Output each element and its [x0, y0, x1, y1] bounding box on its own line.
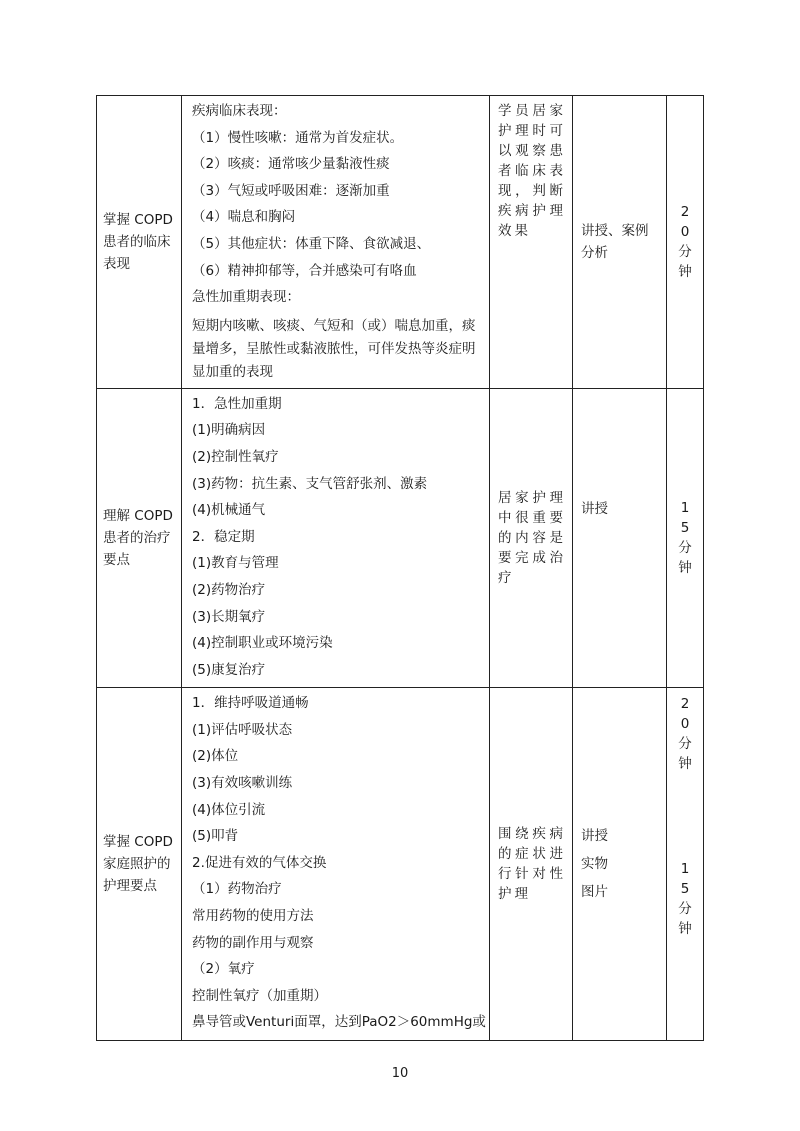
content-line: 鼻导管或Venturi面罩，达到PaO2＞60mmHg或 — [192, 1014, 486, 1031]
goal-cell — [97, 388, 182, 688]
content-line: (2)体位 — [192, 748, 239, 765]
content-line: （2）咳痰：通常咳少量黏液性痰 — [192, 156, 390, 173]
content-line: （6）精神抑郁等，合并感染可有咯血 — [192, 262, 417, 279]
content-line: 2.促进有效的气体交换 — [192, 854, 327, 871]
content-line: (1)明确病因 — [192, 422, 266, 439]
method-text: 讲授、案例分析 — [581, 222, 649, 261]
goal-cell — [97, 688, 182, 1041]
note-text: 学员居家护理时可以观察患者临床表现，判断疾病护理效果 — [498, 103, 566, 239]
content-cell — [182, 388, 490, 688]
table-row — [97, 388, 704, 688]
method-cell — [573, 688, 667, 1041]
time-text: 15分钟 — [678, 861, 692, 938]
goal-text: 掌握 COPD 家庭照护的护理要点 — [103, 834, 173, 895]
content-line: 急性加重期表现： — [192, 289, 300, 306]
goal-cell — [97, 96, 182, 389]
time-text: 20分钟 — [678, 696, 692, 773]
time-text: 15分钟 — [678, 500, 692, 577]
table-row — [97, 96, 704, 389]
note-cell — [490, 96, 573, 389]
content-line: (2)药物治疗 — [192, 581, 266, 598]
content-line: (1)评估呼吸状态 — [192, 721, 293, 738]
content-line: 1．急性加重期 — [192, 395, 282, 412]
method-item: 图片 — [581, 884, 608, 901]
content-line: (3)药物：抗生素、支气管舒张剂、激素 — [192, 475, 428, 492]
content-line: (3)有效咳嗽训练 — [192, 775, 293, 792]
content-line: (1)教育与管理 — [192, 555, 279, 572]
note-text: 居家护理中很重要的内容是要完成治疗 — [498, 490, 566, 587]
content-line: (4)控制职业或环境污染 — [192, 635, 333, 652]
content-line: （1）慢性咳嗽：通常为首发症状。 — [192, 129, 404, 146]
method-list — [573, 822, 666, 906]
content-line: （4）喘息和胸闷 — [192, 209, 296, 226]
content-paragraph: 短期内咳嗽、咳痰、气短和（或）喘息加重，痰量增多，呈脓性或黏液脓性，可伴发热等炎症明显加重的表现 — [192, 317, 476, 380]
table-row — [97, 688, 704, 1041]
content-line: 常用药物的使用方法 — [192, 908, 314, 925]
method-cell — [573, 96, 667, 389]
time-cell — [667, 96, 704, 389]
time-cell — [667, 688, 704, 1041]
page-number: 10 — [391, 1066, 409, 1081]
goal-text: 理解 COPD 患者的治疗要点 — [103, 508, 173, 569]
content-line: (4)体位引流 — [192, 801, 266, 818]
content-line: （2）氧疗 — [192, 961, 255, 978]
time-text: 20分钟 — [678, 203, 692, 280]
content-list — [182, 688, 489, 1040]
content-line: 药物的副作用与观察 — [192, 934, 314, 951]
lesson-plan-table — [96, 95, 704, 1041]
content-line: (5)康复治疗 — [192, 661, 266, 678]
content-line: （5）其他症状：体重下降、食欲减退、 — [192, 235, 431, 252]
content-line: 控制性氧疗（加重期） — [192, 987, 327, 1004]
note-cell — [490, 388, 573, 688]
goal-text: 掌握 COPD 患者的临床表现 — [103, 211, 173, 272]
method-item: 实物 — [581, 856, 608, 873]
content-line: (3)长期氧疗 — [192, 608, 266, 625]
content-line: 疾病临床表现： — [192, 103, 287, 119]
content-line: （1）药物治疗 — [192, 881, 282, 898]
content-line: (4)机械通气 — [192, 502, 266, 519]
note-text: 围绕疾病的症状进行针对性护理 — [498, 826, 566, 903]
method-cell — [573, 388, 667, 688]
method-text: 讲授 — [581, 501, 608, 518]
content-list — [182, 389, 489, 688]
time-cell — [667, 388, 704, 688]
content-line: (5)叩背 — [192, 828, 239, 845]
content-line: (2)控制性氧疗 — [192, 448, 279, 465]
content-line: （3）气短或呼吸困难：逐渐加重 — [192, 182, 390, 199]
content-line: 1．维持呼吸道通畅 — [192, 695, 309, 712]
content-cell — [182, 96, 490, 389]
method-item: 讲授 — [581, 828, 608, 845]
content-line: 2．稳定期 — [192, 528, 255, 545]
content-cell — [182, 688, 490, 1041]
note-cell — [490, 688, 573, 1041]
content-list — [182, 96, 489, 315]
